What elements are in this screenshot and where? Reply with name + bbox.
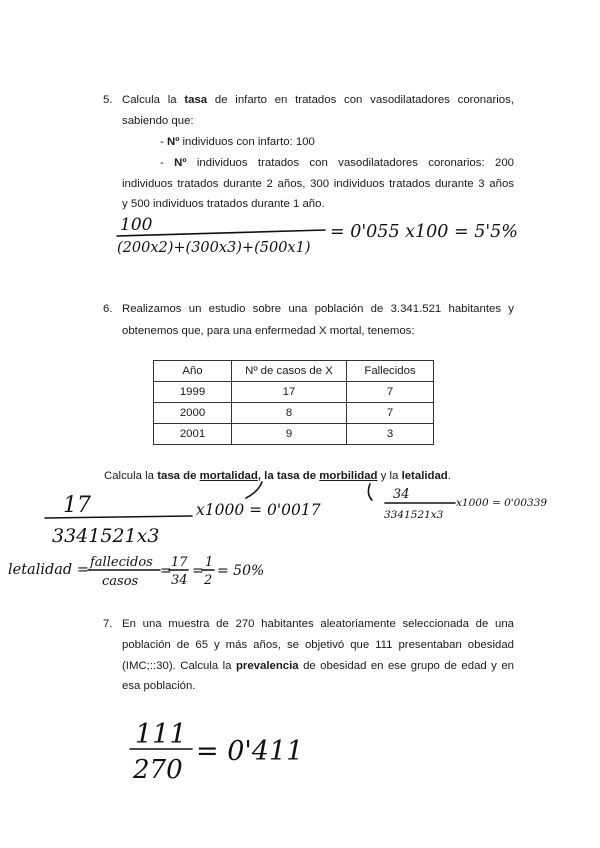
q6-hw-mort-den: 3341521x3 bbox=[52, 525, 160, 547]
q6-hw-let-d1: 34 bbox=[171, 573, 188, 588]
q5-bullet2: - Nº individuos tratados con vasodilatadores coronarios: 200 bbox=[160, 157, 514, 169]
q6-hw-morb-res: x1000 = 0'00339 bbox=[456, 497, 548, 509]
q7-line1: En una muestra de 270 habitantes aleatoriamente seleccionada de una bbox=[122, 618, 514, 630]
q6-hw-let-label: letalidad = bbox=[8, 562, 89, 578]
q6-hw-let-res: = 50% bbox=[217, 563, 265, 579]
q6-hw-let-frac-den: casos bbox=[102, 574, 139, 589]
table-cell: 7 bbox=[347, 382, 434, 403]
q6-hw-let-n2: 1 bbox=[205, 555, 214, 570]
q6-hw-morb-num: 34 bbox=[393, 487, 410, 502]
table-header-cell: Año bbox=[154, 361, 232, 382]
q6-question: Calcula la tasa de mortalidad, la tasa de morbilidad y la letalidad. bbox=[104, 470, 451, 482]
q5-hw-numerator: 100 bbox=[120, 215, 153, 235]
q7-hw-res: = 0'411 bbox=[196, 736, 304, 767]
q5-line1: Calcula la tasa de infarto en tratados con vasodilatadores coronarios, bbox=[122, 94, 514, 106]
q5-line6: y 500 individuos tratados durante 1 año. bbox=[122, 198, 325, 210]
q7-line2: población de 65 y más años, se objetivó que 111 presentaban obesidad bbox=[122, 639, 514, 651]
q7-line3: (IMC;::30). Calcula la prevalencia de obesidad en ese grupo de edad y en bbox=[122, 660, 514, 672]
q5-number: 5. bbox=[103, 94, 113, 106]
q6-number: 6. bbox=[103, 303, 113, 315]
table-cell: 9 bbox=[232, 424, 347, 445]
q6-hw-mort-res: x1000 = 0'0017 bbox=[196, 501, 321, 519]
q6-hw-let-eq2: = bbox=[192, 563, 204, 579]
q6-hw-mort-num: 17 bbox=[63, 493, 91, 518]
q5-bullet1: - Nº individuos con infarto: 100 bbox=[160, 136, 315, 148]
q7-line4: esa población. bbox=[122, 680, 196, 692]
q7-number: 7. bbox=[103, 618, 113, 630]
q5-line5: individuos tratados durante 2 años, 300 individuos tratados durante 3 años bbox=[122, 178, 514, 190]
table-cell: 1999 bbox=[154, 382, 232, 403]
table-header-cell: Fallecidos bbox=[347, 361, 434, 382]
table-cell: 8 bbox=[232, 403, 347, 424]
q6-line1: Realizamos un estudio sobre una población de 3.341.521 habitantes y bbox=[122, 303, 514, 315]
table-cell: 2000 bbox=[154, 403, 232, 424]
table-cell: 2001 bbox=[154, 424, 232, 445]
table-cell: 17 bbox=[232, 382, 347, 403]
q6-hw-let-eq1: = bbox=[160, 563, 172, 579]
q5-hw-result: = 0'055 x100 = 5'5% bbox=[330, 222, 518, 242]
q6-hw-let-n1: 17 bbox=[171, 555, 188, 570]
q5-line2: sabiendo que: bbox=[122, 115, 194, 127]
table-header-cell: Nº de casos de X bbox=[232, 361, 347, 382]
q6-hw-let-frac-num: fallecidos bbox=[90, 555, 153, 570]
table-cell: 7 bbox=[347, 403, 434, 424]
q6-hw-let-d2: 2 bbox=[204, 573, 213, 588]
q6-line2: obtenemos que, para una enfermedad X mortal, tenemos: bbox=[122, 325, 415, 337]
q5-hw-denominator: (200x2)+(300x3)+(500x1) bbox=[117, 240, 311, 256]
q7-hw-den: 270 bbox=[133, 755, 183, 785]
table-cell: 3 bbox=[347, 424, 434, 445]
q7-hw-num: 111 bbox=[135, 719, 187, 750]
q6-hw-morb-den: 3341521x3 bbox=[384, 509, 444, 521]
